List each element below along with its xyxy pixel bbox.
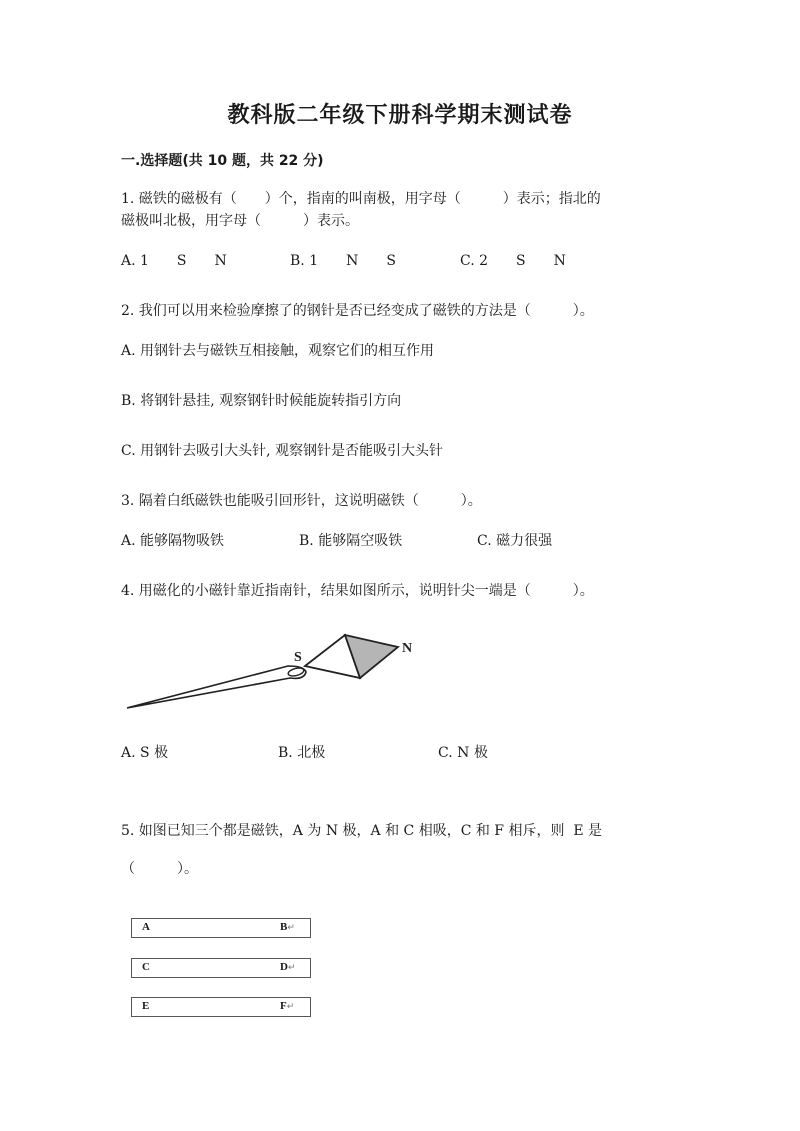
question-5-line-1: 5. 如图已知三个都是磁铁，A 为 N 极，A 和 C 相吸，C 和 F 相斥，则 E 是 bbox=[121, 823, 603, 839]
question-3-option-b: B. 能够隔空吸铁 bbox=[299, 533, 403, 549]
magnet-label-a: A bbox=[142, 921, 150, 933]
question-1-option-b: B. 1 N S bbox=[290, 253, 396, 269]
label-s: S bbox=[294, 650, 302, 665]
question-1-line-2: 磁极叫北极，用字母（ ）表示。 bbox=[121, 213, 359, 229]
question-3-option-a: A. 能够隔物吸铁 bbox=[121, 533, 225, 549]
return-mark: ↵ bbox=[287, 922, 295, 932]
question-2-option-b: B. 将钢针悬挂, 观察钢针时候能旋转指引方向 bbox=[121, 393, 402, 409]
magnet-cd bbox=[131, 958, 311, 978]
magnet-label-f: F↵ bbox=[280, 1000, 295, 1012]
question-4-option-a: A. S 极 bbox=[121, 745, 169, 761]
question-2-option-a: A. 用钢针去与磁铁互相接触，观察它们的相互作用 bbox=[121, 343, 435, 359]
question-4-option-c: C. N 极 bbox=[438, 745, 488, 761]
magnet-ef bbox=[131, 997, 311, 1017]
label-n: N bbox=[402, 641, 413, 656]
magnet-label-b: B↵ bbox=[280, 921, 295, 933]
question-1-option-a: A. 1 S N bbox=[121, 253, 227, 269]
return-mark: ↵ bbox=[287, 962, 296, 972]
question-3-text: 3. 隔着白纸磁铁也能吸引回形针，这说明磁铁（ ）。 bbox=[121, 493, 482, 509]
question-1-option-c: C. 2 S N bbox=[460, 253, 566, 269]
page-title: 教科版二年级下册科学期末测试卷 bbox=[227, 102, 573, 128]
magnet-label-d: D↵ bbox=[280, 961, 296, 973]
magnet-label-e: E bbox=[142, 1000, 150, 1012]
question-4-text: 4. 用磁化的小磁针靠近指南针，结果如图所示，说明针尖一端是（ ）。 bbox=[121, 583, 594, 599]
question-5-line-2: （ ）。 bbox=[121, 861, 198, 877]
magnet-label-c: C bbox=[142, 961, 150, 973]
section-heading: 一.选择题(共 10 题，共 22 分) bbox=[121, 153, 324, 169]
question-1-line-1: 1. 磁铁的磁极有（ ）个，指南的叫南极，用字母（ ）表示；指北的 bbox=[121, 191, 601, 207]
question-2-text: 2. 我们可以用来检验摩擦了的钢针是否已经变成了磁铁的方法是（ ）。 bbox=[121, 303, 594, 319]
return-mark: ↵ bbox=[286, 1001, 295, 1011]
question-3-option-c: C. 磁力很强 bbox=[477, 533, 553, 549]
needle-compass-figure bbox=[110, 620, 440, 720]
magnet-ab bbox=[131, 918, 311, 938]
magnetized-needle bbox=[127, 666, 306, 708]
question-2-option-c: C. 用钢针去吸引大头针, 观察钢针是否能吸引大头针 bbox=[121, 443, 444, 459]
question-4-option-b: B. 北极 bbox=[278, 745, 326, 761]
